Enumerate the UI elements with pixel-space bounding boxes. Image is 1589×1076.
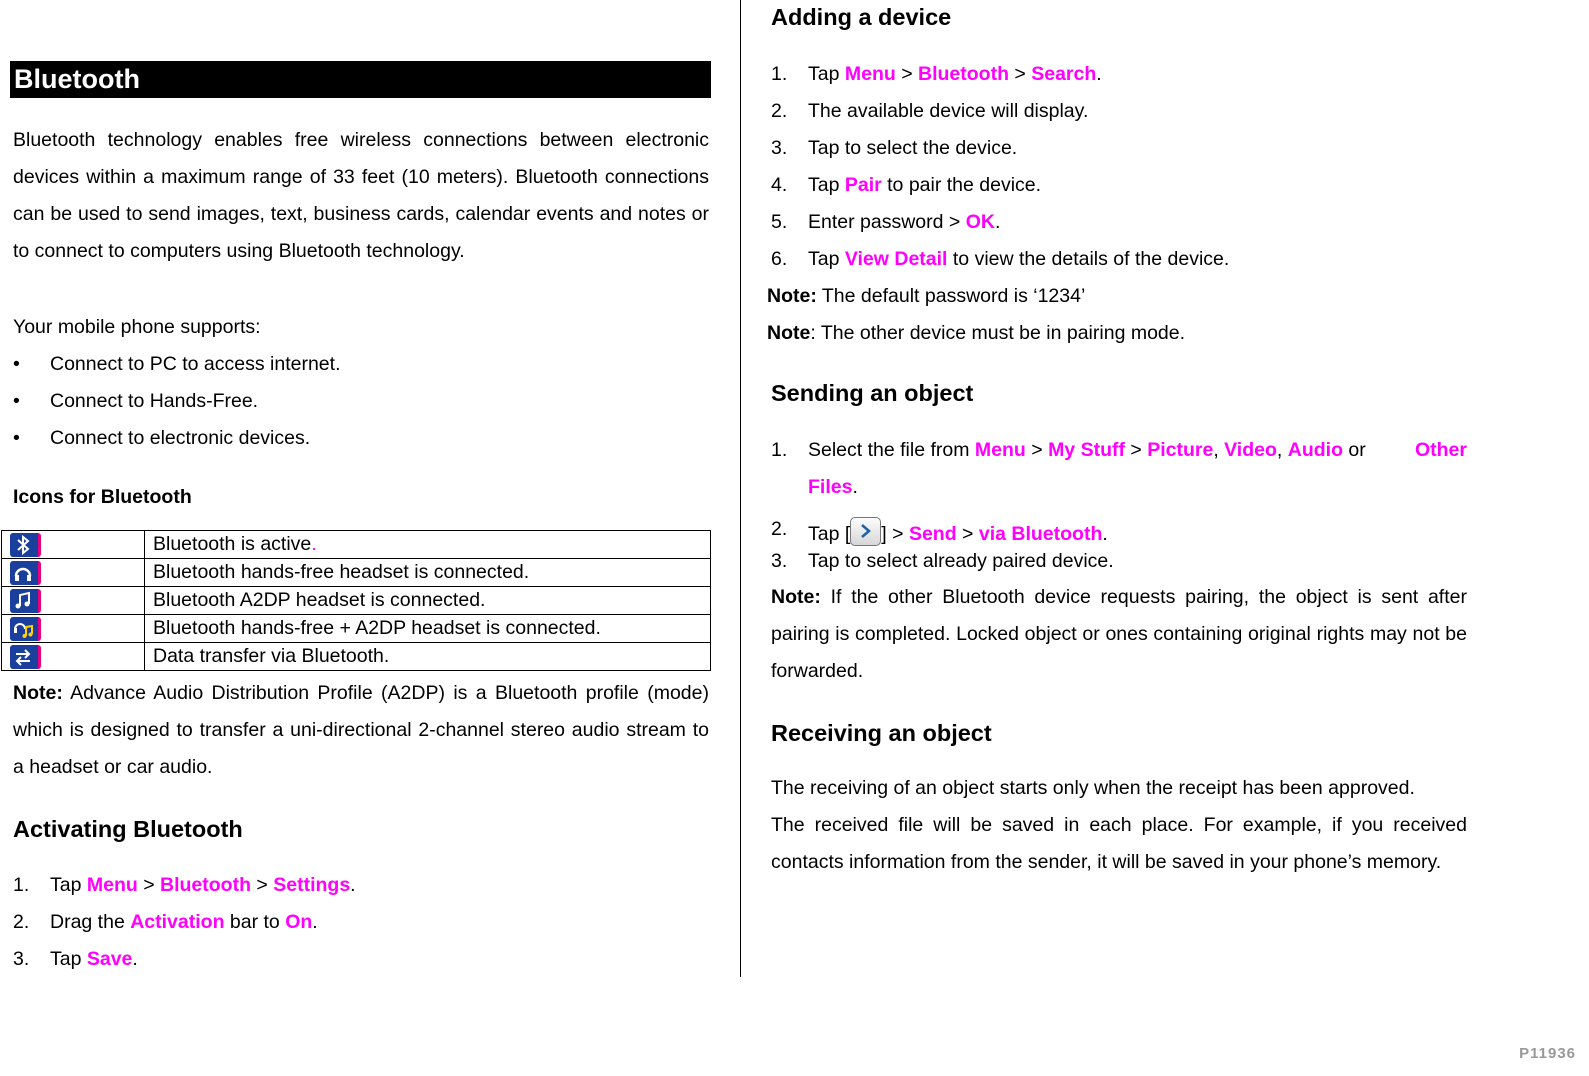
bullet-icon: • <box>13 427 20 449</box>
step-number: 1. <box>13 874 30 896</box>
supports-label: Your mobile phone supports: <box>13 316 261 338</box>
table-cell-icon <box>2 643 145 671</box>
a2dp-note <box>13 675 709 786</box>
table-cell-desc: Data transfer via Bluetooth. <box>145 643 711 671</box>
table-row <box>2 643 711 671</box>
step-number: 2. <box>771 518 788 540</box>
note-label: Note: <box>13 682 63 704</box>
step-number: 2. <box>771 100 788 122</box>
step-number: 4. <box>771 174 788 196</box>
table-cell-desc <box>145 531 711 559</box>
list-item-text: Connect to PC to access internet. <box>50 353 341 375</box>
step-text: The available device will display. <box>808 100 1089 122</box>
step-text: Drag the Activation bar to On. <box>50 911 318 933</box>
step-text: Tap to select already paired device. <box>808 550 1114 572</box>
activating-heading: Activating Bluetooth <box>13 816 243 842</box>
step-text: Tap Save. <box>50 948 138 970</box>
step-number: 5. <box>771 211 788 233</box>
icons-heading: Icons for Bluetooth <box>13 486 192 508</box>
step-text: Select the file from Menu > My Stuff > Picture, Video, Audio or Other <box>808 439 1467 461</box>
music-note-icon <box>10 589 41 613</box>
password-note: Note: The default password is ‘1234’ <box>767 285 1086 307</box>
intro-paragraph: Bluetooth technology enables free wireless connections between electronic devices within a maximum range of 33 feet (10 meters). Bluetooth connections can be used to send images, text, business cards, calendar events and notes or to connect to computers using Bluetooth technology. <box>13 129 709 262</box>
bullet-icon: • <box>13 353 20 375</box>
table-cell-desc: Bluetooth A2DP headset is connected. <box>145 587 711 615</box>
table-cell-icon <box>2 587 145 615</box>
receiving-heading: Receiving an object <box>771 720 992 746</box>
table-row <box>2 587 711 615</box>
icon-desc: Bluetooth is active <box>153 533 312 555</box>
section-title-bluetooth: Bluetooth <box>10 61 711 98</box>
step-text: Tap Menu > Bluetooth > Settings. <box>50 874 356 896</box>
table-row <box>2 531 711 559</box>
step-text: Tap to select the device. <box>808 137 1018 159</box>
sending-note: Note: If the other Bluetooth device requests pairing, the object is sent after pairing is completed. Locked object or ones containing original rights may not be forwarded. <box>771 586 1467 682</box>
page-number: P11936 <box>1519 1045 1576 1062</box>
table-cell-icon <box>2 531 145 559</box>
step-number: 3. <box>771 550 788 572</box>
step-text: Enter password > OK. <box>808 211 1001 233</box>
list-item-text: Connect to Hands-Free. <box>50 390 259 412</box>
step-number: 1. <box>771 439 788 461</box>
table-cell-icon <box>2 615 145 643</box>
bluetooth-icons-table <box>1 530 711 671</box>
bluetooth-active-icon <box>10 533 41 557</box>
table-row <box>2 615 711 643</box>
step-number: 3. <box>771 137 788 159</box>
step-text: Tap Pair to pair the device. <box>808 174 1042 196</box>
column-divider <box>740 0 741 977</box>
headset-music-icon <box>10 617 41 641</box>
note-text: Advance Audio Distribution Profile (A2DP) is a Bluetooth profile (mode) which is designed to transfer a uni-directional 2-channel stereo audio stream to a headset or car audio. <box>13 682 709 778</box>
headset-icon <box>10 561 41 585</box>
step-number: 1. <box>771 63 788 85</box>
receiving-paragraph-1: The receiving of an object starts only when the receipt has been approved. <box>771 777 1415 799</box>
step-text: Files. <box>808 476 858 498</box>
step-text: Tap View Detail to view the details of the device. <box>808 248 1230 270</box>
table-row <box>2 559 711 587</box>
adding-heading: Adding a device <box>771 4 952 30</box>
list-item-text: Connect to electronic devices. <box>50 427 311 449</box>
receiving-paragraph-2: The received file will be saved in each place. For example, if you received contacts information from the sender, it will be saved in your phone’s memory. <box>771 814 1467 873</box>
bullet-icon: • <box>13 390 20 412</box>
sending-heading: Sending an object <box>771 380 974 406</box>
step-number: 2. <box>13 911 30 933</box>
icon-desc-tail: . <box>311 533 317 555</box>
table-cell-desc: Bluetooth hands-free headset is connected. <box>145 559 711 587</box>
table-cell-desc: Bluetooth hands-free + A2DP headset is connected. <box>145 615 711 643</box>
step-number: 6. <box>771 248 788 270</box>
step-text: Tap [ ] > Send > via Bluetooth. <box>808 517 1108 546</box>
data-transfer-icon <box>10 645 41 669</box>
table-cell-icon <box>2 559 145 587</box>
forward-button-icon[interactable] <box>850 517 881 546</box>
pairing-mode-note: Note: The other device must be in pairing mode. <box>767 322 1186 344</box>
step-text: Tap Menu > Bluetooth > Search. <box>808 63 1102 85</box>
step-number: 3. <box>13 948 30 970</box>
